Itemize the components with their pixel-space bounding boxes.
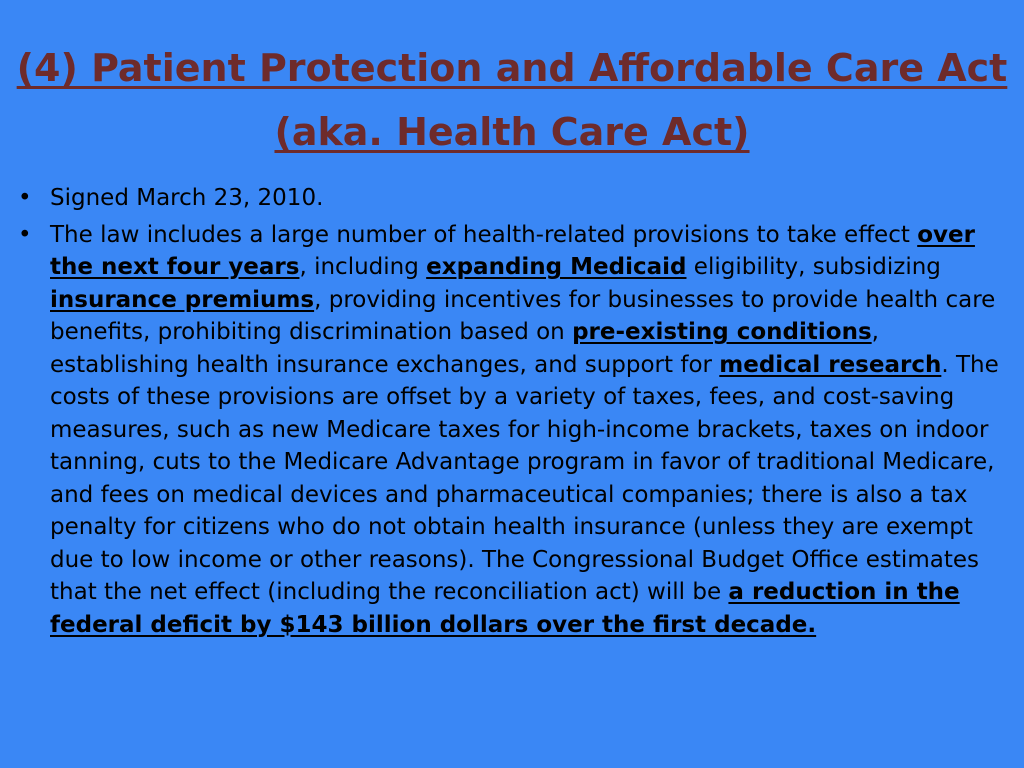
emphasis-medical-research: medical research [719,351,942,378]
bullet-text-segment: , providing incentives for businesses to provide health care benefits, prohibiting discrimination based on [50,286,996,345]
bullet-marker: • [18,185,32,211]
bullet-item-signed-date [16,182,1010,215]
bullet-marker: • [18,221,32,248]
bullet-text-segment: The law includes a large number of health-related provisions to take effect [50,221,918,248]
bullet-list [16,182,1010,641]
bullet-text: Signed March 23, 2010. [50,185,324,211]
bullet-text-segment: , including [299,254,427,280]
emphasis-expanding-medicaid: expanding Medicaid [426,254,687,280]
emphasis-next-four-years: over the next four years [50,221,975,280]
bullet-text-segment: , establishing health insurance exchanges, and support for [50,319,879,378]
emphasis-deficit-reduction: a reduction in the federal deficit by $143 billion dollars over the first decade. [50,579,960,638]
emphasis-insurance-premiums: insurance premiums [50,286,315,313]
bullet-text-segment: eligibility, subsidizing [686,254,941,280]
slide-title: (4) Patient Protection and Affordable Care Act (aka. Health Care Act) [16,46,1008,154]
emphasis-pre-existing-conditions: pre-existing conditions [572,319,872,345]
bullet-text-segment: . The costs of these provisions are offset by a variety of taxes, fees, and cost-saving measures, such as new Medicare taxes for high-income brackets, taxes on indoor tanning, cuts to the Medicare Advantage program in favor of traditional Medicare, and fees on medical devices and pharmaceutical companies; there is also a tax penalty for citizens who do not obtain health insurance (unless they are exempt due to low income or other reasons). The Congressional Budget Office estimates that the net effect (including the reconciliation act) will be [50,351,999,605]
bullet-item-provisions [16,219,1010,642]
